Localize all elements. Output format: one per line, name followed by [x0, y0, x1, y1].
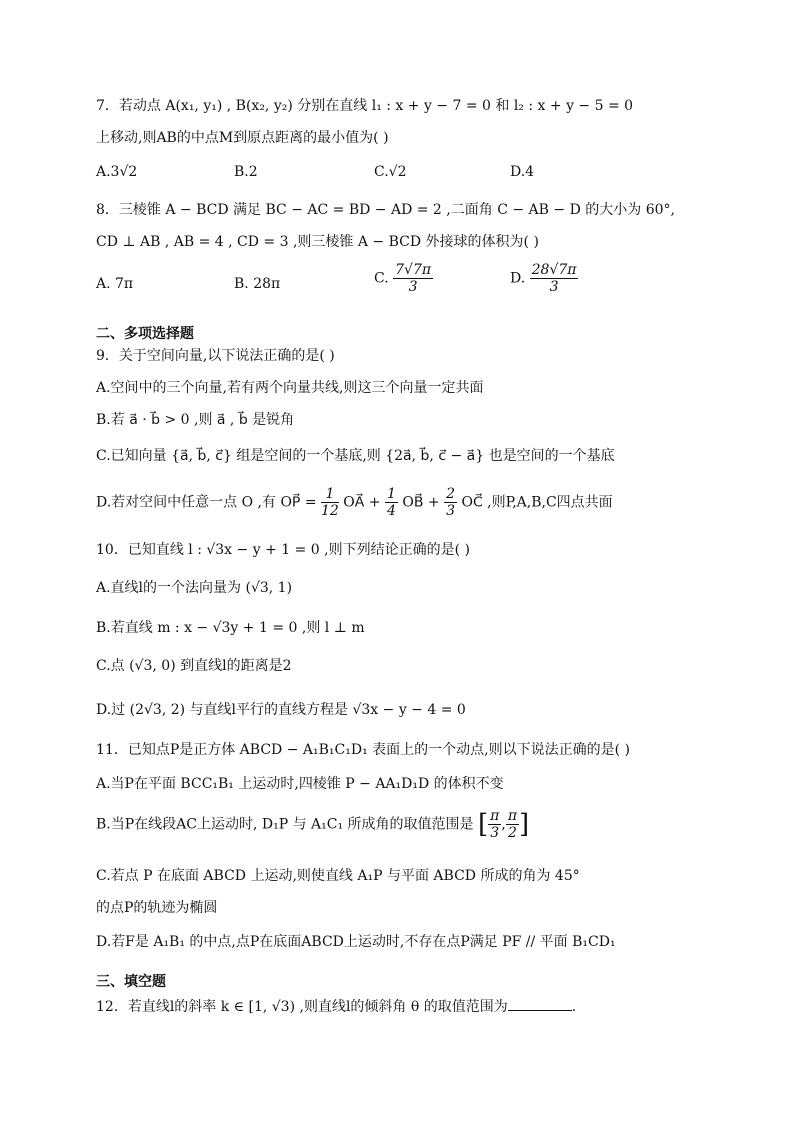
fraction-denominator: 4: [387, 503, 396, 519]
q11-option-b: [96, 808, 529, 841]
q11-option-d: D.若F是 A₁B₁ 的中点,点P在底面ABCD上运动时,不存在点P满足 PF // 平面 B₁CD₁: [96, 934, 616, 950]
q10-option-c: C.点 (√3, 0) 到直线l的距离是2: [96, 658, 292, 674]
answer-blank[interactable]: [508, 996, 572, 1011]
fraction-1-12: [321, 486, 339, 519]
fraction-denominator: 3: [490, 825, 500, 841]
fraction-numerator: 28√7π: [531, 262, 577, 278]
q8-option-a: A. 7π: [96, 276, 134, 292]
fraction-numerator: 7√7π: [395, 262, 432, 278]
left-bracket: [: [478, 809, 489, 840]
fraction-denominator: 3: [446, 503, 456, 519]
q11-option-a: A.当P在平面 BCC₁B₁ 上运动时,四棱锥 P − AA₁D₁D 的体积不变: [96, 776, 504, 792]
q8-option-c-fraction: [393, 262, 433, 295]
q8-option-c: [374, 262, 433, 295]
q9-option-a: A.空间中的三个向量,若有两个向量共线,则这三个向量一定共面: [96, 380, 484, 396]
fraction-1-4: [385, 486, 398, 519]
q8-option-d: [510, 262, 578, 295]
q9-option-d-term2: OB⃗ +: [402, 494, 440, 511]
fraction-denominator: 12: [321, 503, 339, 519]
section-title-multiple-choice: 二、多项选择题: [96, 326, 194, 342]
q7-option-d: D.4: [510, 164, 535, 180]
q9-option-d-term1: OA⃗ +: [343, 494, 381, 511]
fraction-numerator: 1: [321, 486, 339, 503]
fraction-pi-2: [506, 808, 519, 841]
q8-option-d-label: D.: [510, 270, 526, 287]
right-bracket: ]: [519, 809, 530, 840]
comma: ,: [501, 816, 506, 833]
fraction-denominator: 2: [507, 825, 517, 841]
q9-option-c: C.已知向量 {a⃗, b⃗, c⃗} 组是空间的一个基底,则 {2a⃗, b⃗, c⃗ − a⃗} 也是空间的一个基底: [96, 448, 615, 464]
q9-option-d-term3: OC⃗ ,则P,A,B,C四点共面: [461, 494, 613, 511]
q9-stem: 9．关于空间向量,以下说法正确的是( ): [96, 348, 335, 364]
q9-option-d: [96, 486, 613, 519]
q11-stem: 11．已知点P是正方体 ABCD − A₁B₁C₁D₁ 表面上的一个动点,则以下说法正确的是( ): [96, 742, 630, 758]
fraction-numerator: π: [490, 808, 500, 824]
q7-option-b: B.2: [234, 164, 258, 180]
fraction-denominator: 3: [408, 279, 418, 295]
q9-option-d-prefix: D.若对空间中任意一点 O ,有 OP⃗ =: [96, 494, 317, 511]
q12-stem-text: 12．若直线l的斜率 k ∈ [1, √3) ,则直线l的倾斜角 θ 的取值范围为: [96, 999, 508, 1015]
fraction-2-3: [444, 486, 457, 519]
q10-option-a: A.直线l的一个法向量为 (√3, 1): [96, 580, 293, 596]
fraction-pi-3: [488, 808, 501, 841]
q7-line1: 7．若动点 A(x₁, y₁) , B(x₂, y₂) 分别在直线 l₁ : x + y − 7 = 0 和 l₂ : x + y − 5 = 0: [96, 98, 634, 114]
fraction-numerator: 2: [446, 486, 456, 502]
q8-line1: 8．三棱锥 A − BCD 满足 BC − AC = BD − AD = 2 ,二面角 C − AB − D 的大小为 60°,: [96, 202, 675, 218]
q11-option-c-line2: 的点P的轨迹为椭圆: [96, 900, 218, 916]
q12-stem-end: .: [571, 999, 577, 1015]
q8-option-c-label: C.: [374, 270, 389, 287]
fraction-numerator: π: [507, 808, 518, 824]
q7-line2: 上移动,则AB的中点M到原点距离的最小值为( ): [96, 130, 389, 146]
q7-option-a: A.3√2: [96, 164, 138, 180]
q12-stem: [96, 996, 576, 1017]
q7-option-c: C.√2: [374, 164, 407, 180]
fraction-denominator: 3: [549, 279, 559, 295]
q9-option-b: B.若 a⃗ · b⃗ > 0 ,则 a⃗ , b⃗ 是锐角: [96, 412, 295, 428]
q8-option-b: B. 28π: [234, 276, 281, 292]
section-title-fill-blank: 三、填空题: [96, 974, 166, 990]
q10-stem: 10．已知直线 l : √3x − y + 1 = 0 ,则下列结论正确的是( ): [96, 542, 470, 558]
q11-option-c-line1: C.若点 P 在底面 ABCD 上运动,则使直线 A₁P 与平面 ABCD 所成的角为 45°: [96, 868, 580, 884]
q10-option-d: D.过 (2√3, 2) 与直线l平行的直线方程是 √3x − y − 4 = 0: [96, 702, 466, 718]
q8-option-d-fraction: [530, 262, 579, 295]
q11-option-b-prefix: B.当P在线段AC上运动时, D₁P 与 A₁C₁ 所成角的取值范围是: [96, 816, 474, 833]
q8-line2: CD ⊥ AB , AB = 4 , CD = 3 ,则三棱锥 A − BCD 外接球的体积为( ): [96, 234, 539, 250]
q10-option-b: B.若直线 m : x − √3y + 1 = 0 ,则 l ⊥ m: [96, 620, 365, 636]
fraction-numerator: 1: [387, 486, 396, 502]
